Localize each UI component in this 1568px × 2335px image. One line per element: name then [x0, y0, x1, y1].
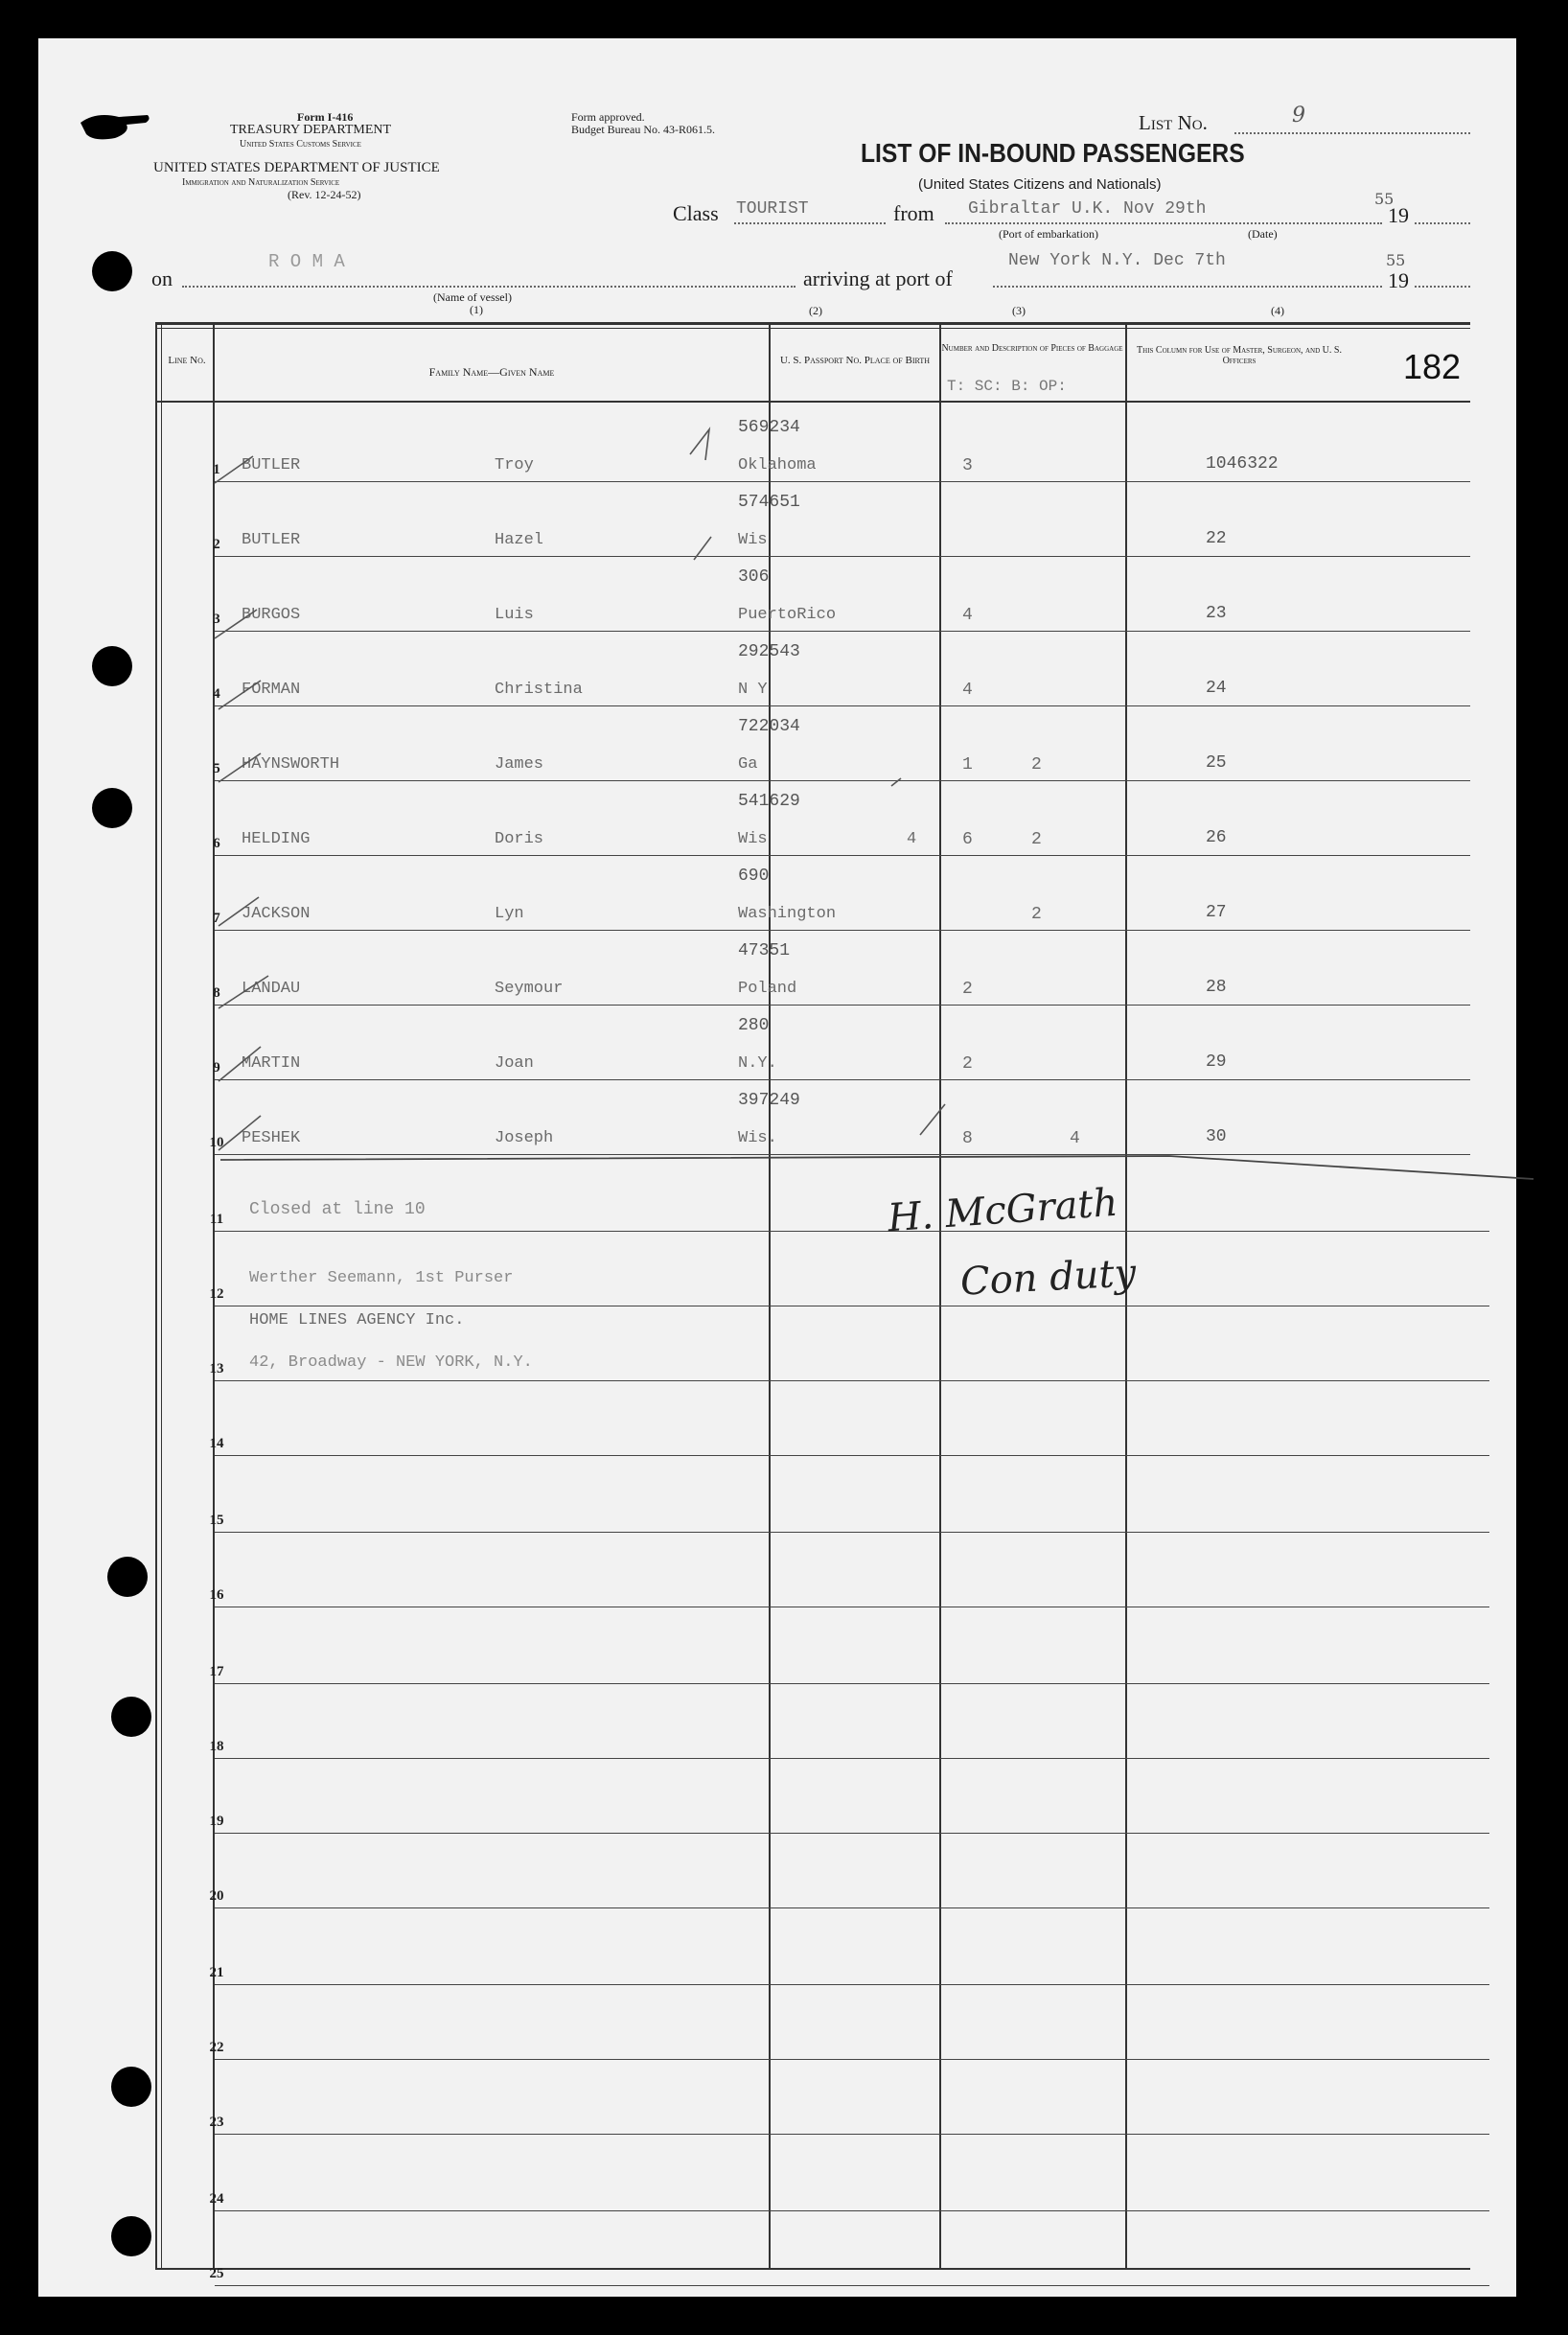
page-number: 182	[1403, 347, 1462, 386]
passport-number: 541629	[738, 792, 800, 811]
baggage-trunks: 6	[962, 830, 973, 849]
date-label: (Date)	[1248, 227, 1278, 241]
justice-dept: UNITED STATES DEPARTMENT OF JUSTICE	[153, 160, 440, 175]
officer-number: 29	[1206, 1052, 1227, 1072]
agency-address: 42, Broadway - NEW YORK, N.Y.	[249, 1353, 533, 1372]
given-name: James	[495, 755, 544, 774]
officer-number: 24	[1206, 679, 1227, 698]
birth-place: Wis.	[738, 1129, 777, 1147]
family-name: BUTLER	[242, 456, 301, 474]
vessel-name: R O M A	[268, 251, 345, 272]
arriving-label: arriving at port of	[803, 266, 953, 290]
row-rule	[215, 1455, 1489, 1456]
year-from: 55	[1374, 190, 1395, 208]
baggage-trunks: 4	[962, 681, 973, 700]
year-arrive-line	[1415, 286, 1470, 288]
line-number: 15	[209, 1513, 224, 1528]
officer-number: 25	[1206, 753, 1227, 773]
ins-service: Immigration and Naturalization Service	[182, 177, 340, 188]
arriving-value: New York N.Y. Dec 7th	[1008, 251, 1226, 270]
family-name: PESHEK	[242, 1129, 301, 1147]
family-name: MARTIN	[242, 1054, 301, 1073]
binder-hole	[92, 251, 132, 291]
manifest-sheet	[38, 38, 1516, 2297]
binder-hole	[107, 1557, 148, 1597]
baggage-suitcases: 2	[1031, 755, 1042, 774]
year-prefix: 19	[1388, 203, 1409, 227]
officer-number: 28	[1206, 978, 1227, 997]
header-line-no: Line No.	[168, 355, 206, 366]
revision: (Rev. 12-24-52)	[288, 188, 361, 201]
line-number: 19	[209, 1814, 224, 1829]
header-bottom-rule	[157, 401, 1470, 403]
row-rule	[215, 1532, 1489, 1533]
row-rule	[215, 2134, 1489, 2135]
officer-number: 22	[1206, 529, 1227, 548]
vessel-label: (Name of vessel)	[433, 290, 512, 304]
vessel-col-number: (1)	[470, 303, 483, 316]
row-rule	[215, 2059, 1489, 2060]
passport-number: 574651	[738, 493, 800, 512]
line-number: 22	[209, 2040, 224, 2055]
baggage-suitcases: 2	[1031, 905, 1042, 924]
officer-number: 26	[1206, 828, 1227, 847]
birth-place: Oklahoma	[738, 456, 817, 474]
family-name: BURGOS	[242, 606, 301, 624]
line-number: 23	[209, 2115, 224, 2130]
closed-at-line: Closed at line 10	[249, 1200, 426, 1219]
birth-place: Wis	[738, 531, 768, 549]
family-name: BUTLER	[242, 531, 301, 549]
line-number: 21	[209, 1965, 224, 1980]
family-name: LANDAU	[242, 980, 301, 998]
officer-number: 27	[1206, 903, 1227, 922]
from-value: Gibraltar U.K. Nov 29th	[968, 199, 1207, 219]
line-number: 17	[209, 1664, 224, 1679]
year-line	[1415, 222, 1470, 224]
given-name: Lyn	[495, 905, 524, 923]
passport-number: 397249	[738, 1091, 800, 1110]
vessel-line	[182, 286, 796, 288]
year-arrive: 55	[1386, 251, 1406, 269]
year-prefix-arrive: 19	[1388, 268, 1409, 292]
passport-number: 569234	[738, 418, 800, 437]
line-number: 11	[209, 1212, 224, 1227]
header-name: Family Name—Given Name	[428, 365, 555, 379]
binder-hole	[111, 1697, 151, 1737]
header-baggage: Number and Description of Pieces of Baggage	[941, 343, 1123, 354]
col3-number: (3)	[1012, 304, 1026, 317]
on-label: on	[151, 266, 173, 290]
line-number: 20	[209, 1888, 224, 1904]
given-name: Luis	[495, 606, 534, 624]
line-number: 12	[209, 1286, 224, 1302]
row-rule	[215, 1683, 1489, 1684]
class-line	[734, 222, 886, 224]
form-number: Form I-416	[297, 110, 354, 124]
birth-place: N Y	[738, 681, 768, 699]
officer-number: 30	[1206, 1127, 1227, 1146]
line-number: 4	[213, 686, 220, 702]
line-number: 16	[209, 1587, 224, 1603]
given-name: Seymour	[495, 980, 564, 998]
birth-place: PuertoRico	[738, 606, 837, 624]
form-title: LIST OF IN-BOUND PASSENGERS	[861, 138, 1245, 168]
birth-place: Poland	[738, 980, 797, 998]
row-rule	[215, 1984, 1489, 1985]
line-number: 13	[209, 1361, 224, 1376]
form-approved: Form approved.	[571, 110, 645, 124]
header-baggage-types: T: SC: B: OP:	[947, 378, 1067, 395]
agency-name: HOME LINES AGENCY Inc.	[249, 1311, 465, 1329]
family-name: HAYNSWORTH	[242, 755, 340, 774]
list-no-value: 9	[1292, 104, 1305, 127]
row-rule	[215, 1380, 1489, 1381]
line-number: 1	[213, 462, 220, 477]
given-name: Hazel	[495, 531, 544, 549]
passport-number: 306	[738, 567, 770, 587]
line-number: 2	[213, 537, 220, 552]
line-number: 7	[213, 911, 220, 926]
closing-strike-line	[211, 1141, 1543, 1198]
birth-place: Wis	[738, 830, 768, 848]
class-value: TOURIST	[736, 199, 809, 219]
line-number: 9	[213, 1060, 220, 1075]
officer-signature: H. McGrath	[886, 1180, 1119, 1241]
row-rule	[215, 1231, 1489, 1232]
baggage-trunks: 8	[962, 1129, 973, 1148]
pointing-hand-icon	[77, 107, 153, 146]
baggage-trunks: 1	[962, 755, 973, 774]
passport-number: 690	[738, 867, 770, 886]
check-marks	[153, 422, 1016, 1189]
baggage-suitcases: 2	[1031, 830, 1042, 849]
line-number: 8	[213, 985, 220, 1001]
family-name: HELDING	[242, 830, 311, 848]
row-rule	[215, 1907, 1489, 1908]
header-officers: This Column for Use of Master, Surgeon, and U. S. Officers	[1137, 345, 1342, 366]
birth-place: Ga	[738, 755, 758, 774]
baggage-bags: 4	[1070, 1129, 1080, 1148]
row-rule	[215, 1758, 1489, 1759]
line-number: 5	[213, 761, 220, 776]
birth-place: Washington	[738, 905, 837, 923]
line-number: 6	[213, 836, 220, 851]
family-name: FORMAN	[242, 681, 301, 699]
baggage-pre: 4	[907, 830, 917, 848]
passport-number: 292543	[738, 642, 800, 661]
line-number: 14	[209, 1436, 224, 1451]
class-label: Class	[673, 201, 719, 225]
binder-hole	[111, 2216, 151, 2256]
given-name: Joseph	[495, 1129, 554, 1147]
col2-number: (2)	[809, 304, 822, 317]
line-number: 3	[213, 612, 220, 627]
from-line	[945, 222, 1382, 224]
col4-number: (4)	[1271, 304, 1284, 317]
baggage-trunks: 3	[962, 456, 973, 475]
line-number: 18	[209, 1739, 224, 1754]
row-rule	[215, 2210, 1489, 2211]
passport-number: 280	[738, 1016, 770, 1035]
baggage-trunks: 2	[962, 980, 973, 999]
line-number: 10	[209, 1135, 224, 1150]
passport-number: 722034	[738, 717, 800, 736]
row-rule	[215, 2285, 1489, 2286]
list-no-line	[1234, 132, 1470, 134]
arriving-line	[993, 286, 1382, 288]
baggage-trunks: 2	[962, 1054, 973, 1074]
treasury-dept: TREASURY DEPARTMENT	[230, 123, 392, 137]
binder-hole	[92, 788, 132, 828]
birth-place: N.Y.	[738, 1054, 777, 1073]
given-name: Doris	[495, 830, 544, 848]
passport-number: 47351	[738, 941, 791, 960]
row-rule	[215, 1833, 1489, 1834]
port-embarkation-label: (Port of embarkation)	[999, 227, 1098, 241]
given-name: Joan	[495, 1054, 534, 1073]
budget-bureau: Budget Bureau No. 43-R061.5.	[571, 123, 715, 136]
from-label: from	[893, 201, 934, 225]
officer-number: 1046322	[1206, 454, 1279, 474]
form-subtitle: (United States Citizens and Nationals)	[918, 176, 1162, 193]
purser-name: Werther Seemann, 1st Purser	[249, 1269, 514, 1287]
officer-duty-signature: Con duty	[958, 1251, 1138, 1305]
given-name: Christina	[495, 681, 583, 699]
binder-hole	[92, 646, 132, 686]
baggage-trunks: 4	[962, 606, 973, 625]
family-name: JACKSON	[242, 905, 311, 923]
line-number: 24	[209, 2191, 224, 2207]
binder-hole	[111, 2067, 151, 2107]
given-name: Troy	[495, 456, 534, 474]
list-no-label: List No.	[1139, 111, 1208, 134]
line-number: 25	[209, 2266, 224, 2281]
customs-service: United States Customs Service	[240, 139, 361, 150]
officer-number: 23	[1206, 604, 1227, 623]
header-passport: U. S. Passport No. Place of Birth	[779, 355, 931, 366]
